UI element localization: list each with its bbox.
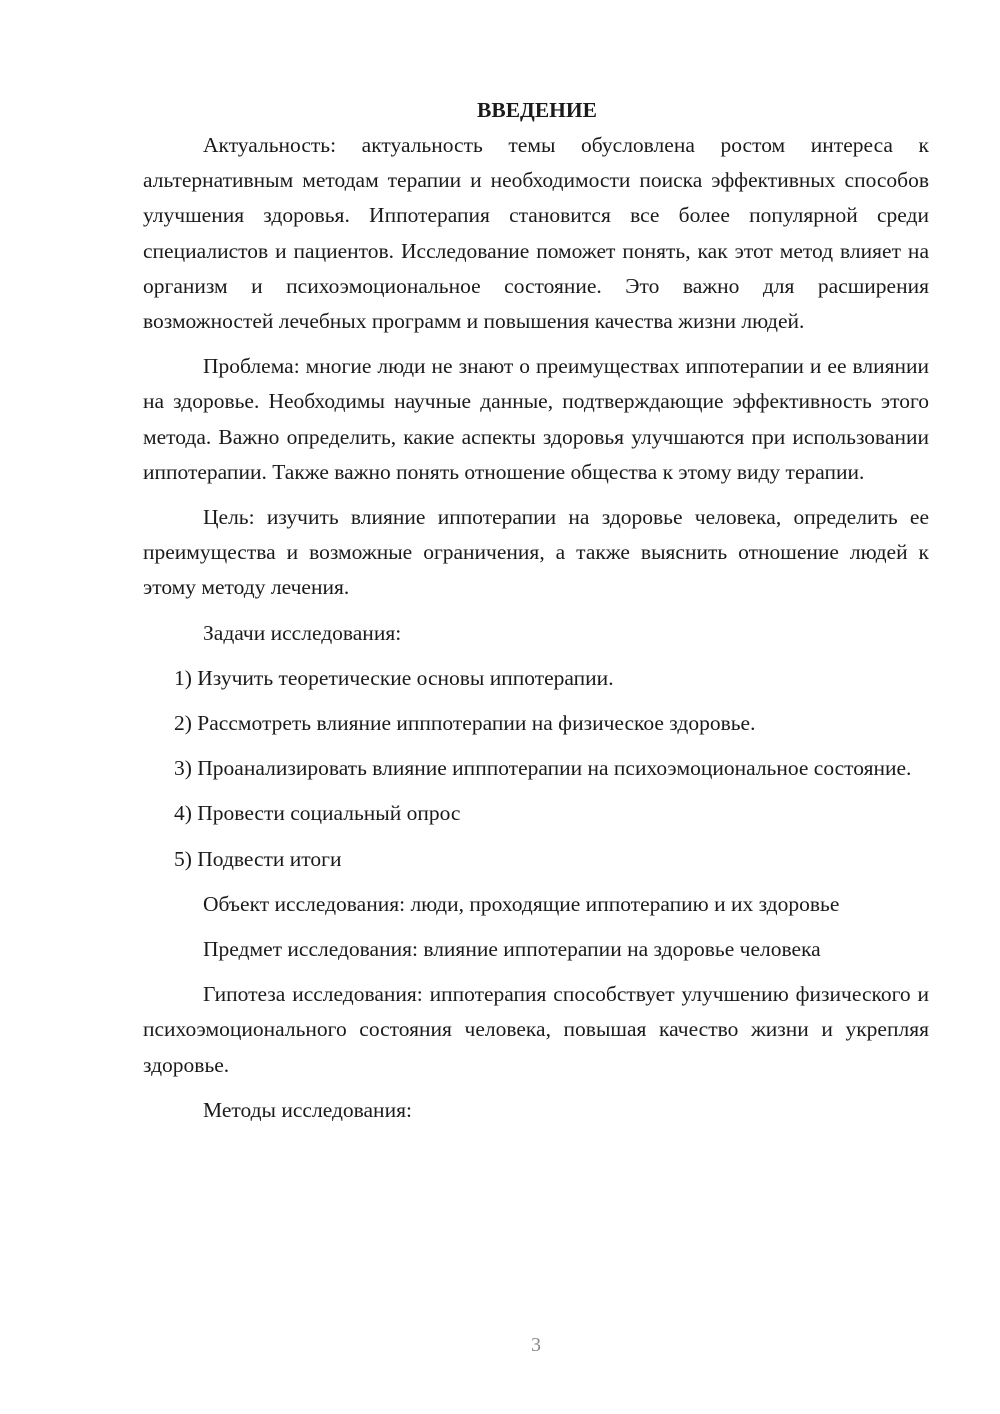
page-number: 3 xyxy=(531,1334,541,1356)
section-title: ВВЕДЕНИЕ xyxy=(477,98,597,122)
paragraph-problem: Проблема: многие люди не знают о преимуществах иппотерапии и ее влиянии на здоровье. Необходимы научные данные, подтверждающие эффективность этого метода. Важно определить, какие аспекты здоровья улучшаются при использовании иппотерапии. Также важно понять отношение общества к этому виду терапии. xyxy=(143,354,929,484)
paragraph-goal: Цель: изучить влияние иппотерапии на здоровье человека, определить ее преимущества и возможные ограничения, а также выяснить отношение людей к этому методу лечения. xyxy=(143,505,929,600)
task-item-4: 4) Провести социальный опрос xyxy=(174,801,461,826)
document-page xyxy=(143,93,929,1138)
task-item-1: 1) Изучить теоретические основы иппотерапии. xyxy=(174,665,614,690)
paragraph-object: Объект исследования: люди, проходящие иппотерапию и их здоровье xyxy=(203,891,840,916)
task-item-5: 5) Подвести итоги xyxy=(174,846,342,871)
methods-heading: Методы исследования: xyxy=(203,1097,412,1122)
paragraph-relevance: Актуальность: актуальность темы обусловлена ростом интереса к альтернативным методам терапии и необходимости поиска эффективных способов улучшения здоровья. Иппотерапия становится все более популярной среди специалистов и пациентов. Исследование поможет понять, как этот метод влияет на организм и психоэмоциональное состояние. Это важно для расширения возможностей лечебных программ и повышения качества жизни людей. xyxy=(143,133,929,334)
task-item-3: 3) Проанализировать влияние ипппотерапии на психоэмоциональное состояние. xyxy=(174,756,912,781)
task-item-2: 2) Рассмотреть влияние ипппотерапии на физическое здоровье. xyxy=(174,711,756,736)
paragraph-hypothesis: Гипотеза исследования: иппотерапия способствует улучшению физического и психоэмоционального состояния человека, повышая качество жизни и укрепляя здоровье. xyxy=(143,982,929,1077)
paragraph-subject: Предмет исследования: влияние иппотерапии на здоровье человека xyxy=(203,937,821,962)
tasks-heading: Задачи исследования: xyxy=(203,620,402,645)
